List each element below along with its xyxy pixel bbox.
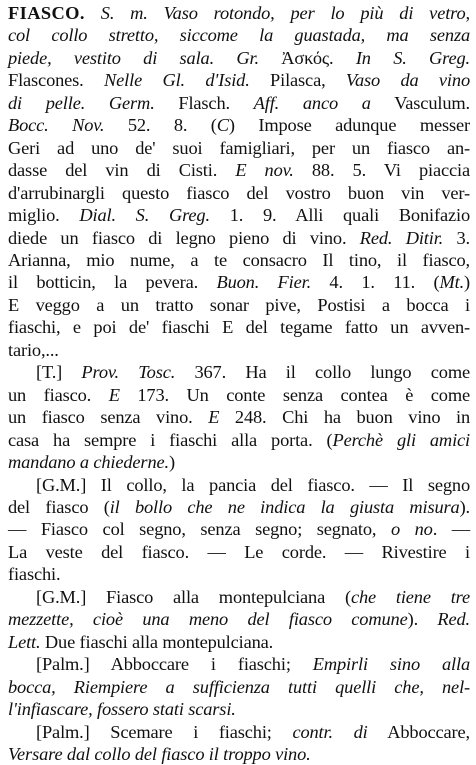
italic-text: col collo stretto, siccome la guastada, ma senza: [8, 25, 470, 45]
text-run: 3.: [443, 228, 470, 248]
text-line: [8, 361, 470, 383]
text-line: [8, 47, 470, 69]
text-line: [8, 92, 470, 114]
text-run: La veste del fiasco. — Le corde. — Rivestire i: [8, 542, 470, 562]
italic-text: E: [208, 407, 219, 427]
text-run: ) Impose adunque messer: [229, 115, 470, 135]
text-line: [8, 2, 470, 24]
text-run: . —: [433, 519, 470, 539]
italic-text: mandano a chiederne.: [8, 452, 169, 472]
text-run: Flasch.: [155, 93, 254, 113]
text-run: [Palm.] Abboccare i fiaschi;: [36, 654, 313, 674]
text-run: Geri ad uno de' suoi famigliari, per un fiasco an-: [8, 138, 470, 158]
text-line: [8, 137, 470, 159]
text-line: [8, 608, 470, 630]
text-run: fiaschi.: [8, 564, 60, 584]
italic-text: Perchè gli amici: [332, 430, 470, 450]
text-run: 1. 9. Alli quali Bonifazio: [210, 205, 470, 225]
italic-text: Bocc. Nov.: [8, 115, 104, 135]
italic-text: Red.: [437, 609, 470, 629]
text-line: [8, 698, 470, 720]
italic-text: Buon. Fier.: [216, 272, 311, 292]
text-run: 4. 1. 11. (: [311, 272, 439, 292]
text-run: Arianna, mio nume, a te consacro Il tino, il fiasco,: [8, 250, 470, 270]
text-run: un fiasco.: [8, 385, 109, 405]
text-run: casa ha sempre i fiaschi alla porta. (: [8, 430, 332, 450]
italic-text: S. m. Vaso rotondo, per lo più di vetro,: [101, 3, 470, 23]
text-run: 88. 5. Vi piaccia: [294, 160, 470, 180]
italic-text: contr. di: [292, 722, 367, 742]
text-line: [8, 586, 470, 608]
text-run: dasse del vin di Cisti.: [8, 160, 235, 180]
italic-text: Vaso da vino: [346, 70, 470, 90]
text-run: 248. Chi ha buon vino in: [219, 407, 470, 427]
text-line: [8, 743, 470, 765]
text-line: [8, 541, 470, 563]
subsection-paragraph: [8, 474, 470, 586]
text-line: [8, 631, 470, 653]
text-line: [8, 721, 470, 743]
text-run: [T.]: [36, 362, 81, 382]
text-run: Pilasca,: [250, 70, 346, 90]
text-run: un fiasco senza vino.: [8, 407, 208, 427]
text-line: [8, 563, 470, 585]
text-line: [8, 406, 470, 428]
subsection-paragraph: [8, 721, 470, 765]
text-run: diede un fiasco di legno pieno di vino.: [8, 228, 360, 248]
text-run: Abboccare,: [368, 722, 470, 742]
text-run: 367. Ha il collo lungo come: [175, 362, 470, 382]
italic-text: Mt.: [439, 272, 464, 292]
text-run: del fiasco (: [8, 497, 110, 517]
text-line: [8, 294, 470, 316]
italic-text: bocca, Riempiere a sufficienza tutti quelli che, nel-: [8, 677, 470, 697]
subsection-paragraph: [8, 586, 470, 653]
text-run: [Palm.] Scemare i fiaschi;: [36, 722, 292, 742]
text-run: 52. 8. (: [104, 115, 216, 135]
text-run: Due fiaschi alla montepulciana.: [40, 632, 273, 652]
text-line: [8, 429, 470, 451]
text-line: [8, 653, 470, 675]
subsection-paragraph: [8, 653, 470, 720]
entry-fiasco: [8, 2, 470, 361]
text-line: [8, 496, 470, 518]
text-line: [8, 249, 470, 271]
text-run: [G.M.] Fiasco alla montepulciana (: [36, 587, 351, 607]
text-run: [85, 3, 101, 23]
text-line: [8, 384, 470, 406]
text-run: miglio.: [8, 205, 79, 225]
italic-text: di pelle. Germ.: [8, 93, 155, 113]
text-run: — Fiasco col segno, senza segno; segnato,: [8, 519, 391, 539]
entry-subsections: [8, 361, 470, 765]
text-line: [8, 227, 470, 249]
text-line: [8, 114, 470, 136]
italic-text: il bollo che ne indica la giusta misura: [110, 497, 460, 517]
italic-text: In S. Greg.: [356, 48, 470, 68]
text-line: [8, 518, 470, 540]
text-run: Vasculum.: [371, 93, 470, 113]
text-line: [8, 676, 470, 698]
text-run: ).: [460, 497, 470, 517]
text-run: Flascones.: [8, 70, 104, 90]
italic-text: mezzette, cioè una meno del fiasco comune: [8, 609, 408, 629]
text-line: [8, 451, 470, 473]
italic-text: Prov. Tosc.: [81, 362, 175, 382]
text-run: tario,...: [8, 340, 59, 360]
text-line: [8, 159, 470, 181]
headword: FIASCO.: [8, 3, 85, 23]
italic-text: E: [109, 385, 120, 405]
text-run: [G.M.] Il collo, la pancia del fiasco. — Il segno: [36, 475, 470, 495]
text-run: E veggo a un tratto sonar pive, Postisi a bocca i: [8, 295, 470, 315]
text-run: ).: [408, 609, 438, 629]
italic-text: Empirli sino alla: [313, 654, 470, 674]
italic-text: Aff. anco a: [254, 93, 371, 113]
italic-text: l'infiascare, fossero stati scarsi.: [8, 699, 236, 719]
text-line: [8, 204, 470, 226]
text-run: Ἀσκός.: [259, 48, 356, 68]
italic-text: E nov.: [235, 160, 293, 180]
italic-text: Versare dal collo del fiasco il troppo vino.: [8, 744, 311, 764]
text-line: [8, 182, 470, 204]
text-run: il botticin, la pevera.: [8, 272, 216, 292]
text-line: [8, 69, 470, 91]
text-run: d'arrubinargli questo fiasco del vostro buon vin ver-: [8, 183, 470, 203]
italic-text: Red. Ditir.: [360, 228, 443, 248]
text-line: [8, 24, 470, 46]
text-run: ): [169, 452, 175, 472]
text-run: ): [464, 272, 470, 292]
text-run: 173. Un conte senza contea è come: [120, 385, 470, 405]
italic-text: Lett.: [8, 632, 40, 652]
text-line: [8, 339, 470, 361]
italic-text: o no: [391, 519, 433, 539]
italic-text: che tiene tre: [351, 587, 470, 607]
italic-text: Nelle Gl. d'Isid.: [104, 70, 250, 90]
italic-text: piede, vestito di sala. Gr.: [8, 48, 259, 68]
italic-text: C: [217, 115, 229, 135]
subsection-paragraph: [8, 361, 470, 473]
text-line: [8, 474, 470, 496]
italic-text: Dial. S. Greg.: [79, 205, 210, 225]
text-run: fiaschi, e poi de' fiaschi E del tegame fatto un avven-: [8, 317, 470, 337]
text-line: [8, 271, 470, 293]
text-line: [8, 316, 470, 338]
